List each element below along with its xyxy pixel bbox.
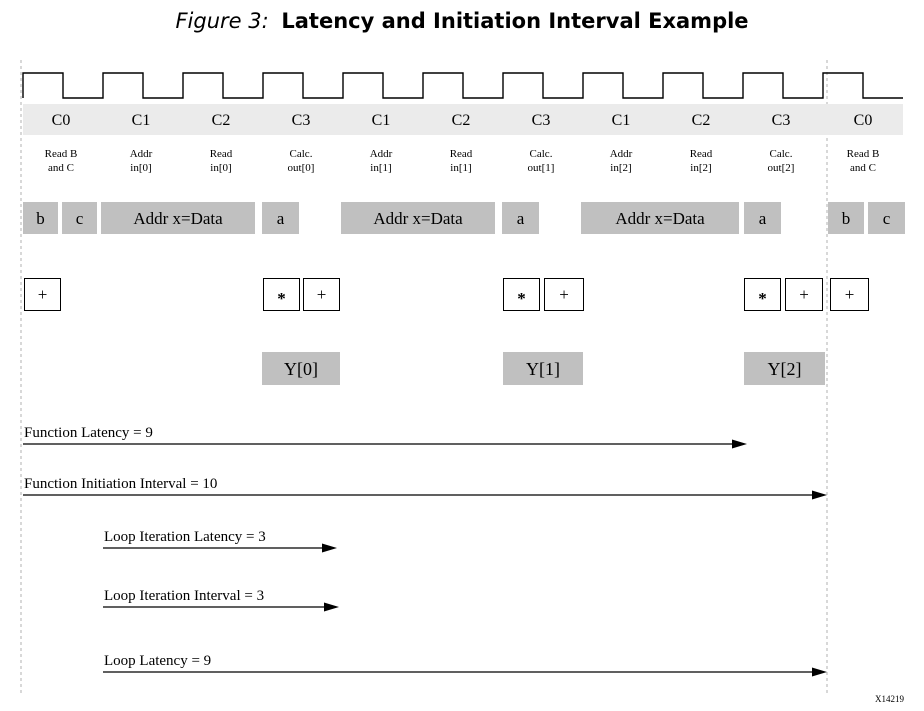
operation-line-1: Read bbox=[209, 148, 233, 160]
operation-line-2: in[2] bbox=[690, 162, 712, 174]
arrowhead bbox=[732, 440, 747, 449]
loop-iteration-latency-label: Loop Iteration Latency = 3 bbox=[104, 529, 266, 545]
arrowhead bbox=[322, 544, 337, 553]
data-box-label: Addr x=Data bbox=[373, 209, 463, 228]
operation-line-2: out[2] bbox=[767, 162, 795, 174]
data-box-label: a bbox=[516, 209, 525, 228]
arrowhead bbox=[812, 668, 827, 677]
operator-label: + bbox=[316, 285, 327, 304]
timing-arrowheads bbox=[322, 440, 827, 677]
operator-label: * bbox=[758, 289, 767, 308]
operation-line-1: Addr bbox=[609, 148, 633, 160]
operator-label: + bbox=[37, 285, 48, 304]
operator-labels bbox=[38, 285, 855, 308]
operation-line-1: Addr bbox=[129, 148, 153, 160]
state-label: C0 bbox=[853, 112, 873, 129]
operation-line-2: and C bbox=[48, 162, 74, 174]
operator-box-row bbox=[25, 279, 869, 311]
data-box-label: b bbox=[841, 209, 851, 228]
operation-line-2: out[0] bbox=[287, 162, 315, 174]
operation-line-1: Calc. bbox=[529, 148, 553, 160]
operation-line-2: in[0] bbox=[210, 162, 232, 174]
figure-id: X14219 bbox=[875, 694, 904, 704]
operation-line-2: in[1] bbox=[450, 162, 472, 174]
operation-line-1: Calc. bbox=[289, 148, 313, 160]
clock-waveform bbox=[23, 73, 903, 98]
operation-line-1: Read B bbox=[846, 148, 880, 160]
output-label: Y[2] bbox=[767, 359, 802, 379]
data-box-label: Addr x=Data bbox=[615, 209, 705, 228]
cycle-operations bbox=[45, 148, 880, 174]
timing-labels bbox=[24, 425, 266, 669]
operation-line-1: Addr bbox=[369, 148, 393, 160]
state-label: C1 bbox=[611, 112, 631, 129]
operation-line-2: in[1] bbox=[370, 162, 392, 174]
function-interval-label: Function Initiation Interval = 10 bbox=[24, 476, 218, 492]
loop-iteration-interval-label: Loop Iteration Interval = 3 bbox=[104, 588, 265, 604]
output-label: Y[0] bbox=[284, 359, 318, 379]
data-box-label: b bbox=[36, 209, 45, 228]
operation-line-2: out[1] bbox=[527, 162, 555, 174]
operator-label: * bbox=[277, 289, 286, 308]
output-label: Y[1] bbox=[526, 359, 560, 379]
state-label: C3 bbox=[291, 112, 311, 129]
arrowhead bbox=[812, 491, 827, 500]
operation-line-1: Read B bbox=[44, 148, 78, 160]
data-box-label: a bbox=[758, 209, 767, 228]
state-label: C2 bbox=[451, 112, 471, 129]
data-box-label: c bbox=[882, 209, 891, 228]
figure-title-prefix: Figure 3: bbox=[175, 9, 269, 33]
operator-label: + bbox=[844, 285, 855, 304]
state-label: C2 bbox=[691, 112, 711, 129]
figure-title-main: Latency and Initiation Interval Example bbox=[281, 9, 749, 33]
figure-title bbox=[175, 9, 748, 33]
state-label: C1 bbox=[131, 112, 151, 129]
data-box-label: c bbox=[75, 209, 84, 228]
loop-latency-label: Loop Latency = 9 bbox=[104, 653, 212, 669]
operation-line-2: and C bbox=[850, 162, 876, 174]
operator-label: * bbox=[517, 289, 526, 308]
operation-line-2: in[0] bbox=[130, 162, 152, 174]
state-label: C0 bbox=[51, 112, 71, 129]
state-label: C3 bbox=[771, 112, 791, 129]
operator-label: + bbox=[559, 285, 569, 304]
state-label: C1 bbox=[371, 112, 391, 129]
operation-line-1: Calc. bbox=[769, 148, 793, 160]
output-labels bbox=[284, 359, 802, 379]
operation-line-2: in[2] bbox=[610, 162, 632, 174]
state-label: C3 bbox=[531, 112, 551, 129]
data-box-label: a bbox=[276, 209, 285, 228]
operation-line-1: Read bbox=[689, 148, 713, 160]
state-label: C2 bbox=[211, 112, 231, 129]
function-latency-label: Function Latency = 9 bbox=[24, 425, 153, 441]
arrowhead bbox=[324, 603, 339, 612]
data-box-label: Addr x=Data bbox=[133, 209, 223, 228]
operator-label: + bbox=[799, 285, 809, 304]
operation-line-1: Read bbox=[449, 148, 473, 160]
